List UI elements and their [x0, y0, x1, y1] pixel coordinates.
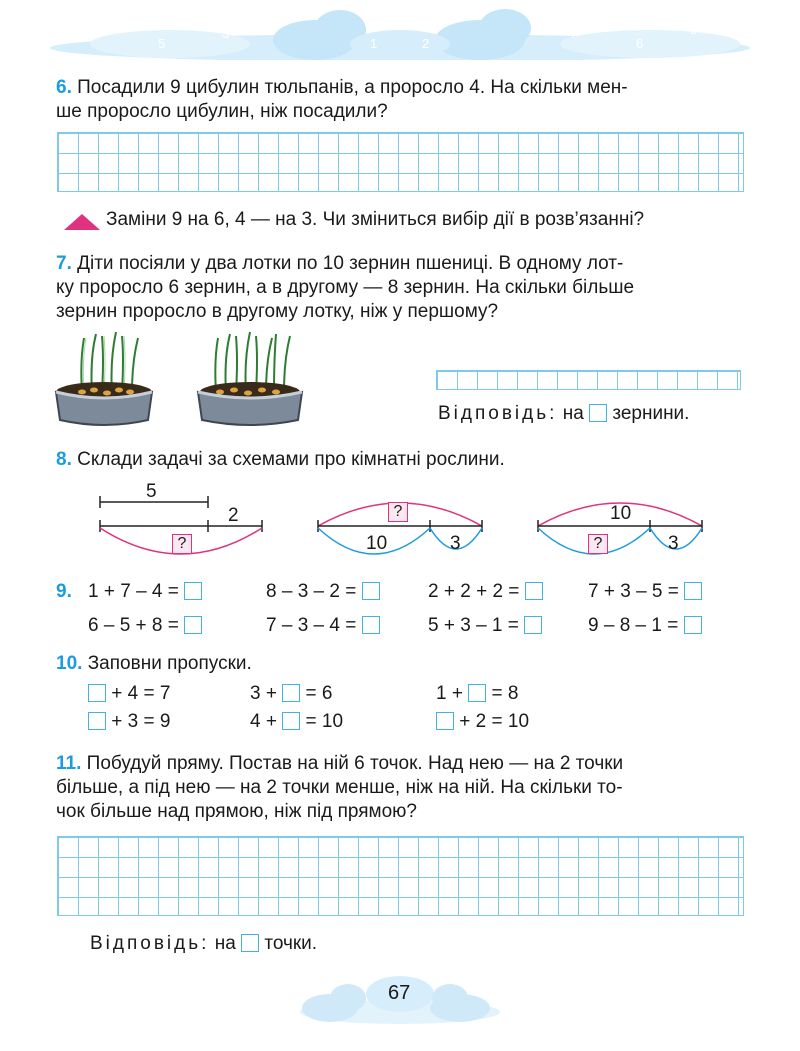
answer-post: зернини.: [612, 403, 690, 424]
task10-expr: [436, 710, 529, 734]
header-digit: 6: [636, 36, 644, 51]
expr-text: 8 – 3 – 2 =: [266, 581, 357, 602]
answer-box[interactable]: [88, 712, 106, 730]
answer-pre: на: [562, 403, 584, 424]
scheme-1-right-label: 2: [228, 505, 239, 526]
header-cloud-band: [50, 8, 750, 60]
task7-line1: [56, 252, 623, 276]
task10-line: [56, 652, 252, 676]
answer-box[interactable]: [184, 582, 202, 600]
scheme-3-question-box: ?: [588, 534, 608, 554]
scheme-1-question-box: ?: [172, 534, 192, 554]
header-digit: 8: [690, 22, 698, 37]
answer-box[interactable]: [684, 582, 702, 600]
task11-answer-grid[interactable]: [57, 836, 744, 916]
task8-number: 8.: [56, 449, 72, 470]
header-digit: 4: [568, 26, 576, 41]
scheme-2-question-box: ?: [388, 502, 408, 522]
header-digit: 0: [396, 18, 404, 33]
answer-post: точки.: [264, 933, 318, 954]
task9-number: [56, 580, 72, 604]
scheme-1-top-label: 5: [146, 481, 157, 502]
task9-expr: [428, 580, 543, 604]
scheme-3: [530, 490, 710, 570]
expr-text: = 10: [305, 711, 344, 732]
header-digit: 2: [422, 36, 430, 51]
header-digit: 1: [370, 36, 378, 51]
task7-answer-grid[interactable]: [436, 370, 741, 390]
task10-number: 10.: [56, 653, 83, 674]
task10-expr: [436, 682, 518, 706]
task11-line3: чок більше над прямою, ніж під прямою?: [56, 801, 417, 822]
task6-answer-grid[interactable]: [57, 132, 744, 192]
task11-number: 11.: [56, 753, 82, 774]
expr-text: 3 +: [250, 683, 277, 704]
task11-line1: [56, 752, 623, 776]
answer-label: Відповідь:: [90, 933, 210, 954]
expr-text: + 2 = 10: [459, 711, 530, 732]
answer-pre: на: [214, 933, 236, 954]
extra-task-text: Заміни 9 на 6, 4 — на 3. Чи зміниться вибір дії в розв’язанні?: [106, 209, 645, 230]
task9-number-label: 9.: [56, 581, 72, 602]
task9-expr: [428, 614, 542, 638]
scheme-2: [310, 490, 490, 570]
scheme-2-left-label: 10: [366, 533, 388, 554]
answer-box[interactable]: [684, 616, 702, 634]
task10-expr: [88, 710, 170, 734]
task11-answer-line: [90, 932, 317, 956]
task9-expr: [88, 580, 202, 604]
scheme-1: [90, 480, 270, 570]
expr-text: + 3 = 9: [111, 711, 171, 732]
page-number: 67: [388, 982, 411, 1004]
task7-line3: зернин проросло в другому лотку, ніж у першому?: [56, 301, 499, 322]
answer-box[interactable]: [88, 684, 106, 702]
answer-box[interactable]: [184, 616, 202, 634]
task6-line1: [56, 76, 628, 100]
scheme-3-right-label: 3: [668, 533, 679, 554]
answer-box[interactable]: [525, 582, 543, 600]
task7-number: 7.: [56, 253, 72, 274]
expr-text: 7 – 3 – 4 =: [266, 615, 357, 636]
expr-text: 6 – 5 + 8 =: [88, 615, 179, 636]
task8-line: [56, 448, 505, 472]
task9-expr: [88, 614, 202, 638]
answer-box[interactable]: [589, 404, 607, 422]
answer-box[interactable]: [468, 684, 486, 702]
task6-text: Посадили 9 цибулин тюльпанів, а проросло 4. На скільки мен-: [77, 77, 628, 98]
triangle-icon: [64, 214, 100, 235]
task8-text: Склади задачі за схемами про кімнатні рослини.: [77, 449, 505, 470]
answer-box[interactable]: [362, 616, 380, 634]
expr-text: + 4 = 7: [111, 683, 171, 704]
task7-line2: ку проросло 6 зернин, а в другому — 8 зернин. На скільки більше: [56, 277, 635, 298]
answer-box[interactable]: [282, 712, 300, 730]
scheme-3-top-label: 10: [610, 503, 632, 524]
answer-box[interactable]: [524, 616, 542, 634]
answer-box[interactable]: [362, 582, 380, 600]
task7-text: Діти посіяли у два лотки по 10 зернин пшениці. В одному лот-: [77, 253, 624, 274]
task9-expr: [266, 614, 380, 638]
task9-expr: [588, 614, 702, 638]
expr-text: = 8: [491, 683, 519, 704]
scheme-1-drawing: [90, 480, 270, 570]
task11-text: Побудуй пряму. Постав на ній 6 точок. Над нею — на 2 точки: [86, 753, 624, 774]
header-digit: 7: [108, 22, 116, 37]
task10-expr: [250, 710, 343, 734]
answer-box[interactable]: [436, 712, 454, 730]
footer-cloud: [290, 972, 510, 1028]
expr-text: 9 – 8 – 1 =: [588, 615, 679, 636]
task7-answer-line: [438, 402, 689, 426]
expr-text: 1 + 7 – 4 =: [88, 581, 179, 602]
answer-box[interactable]: [241, 934, 259, 952]
expr-text: 7 + 3 – 5 =: [588, 581, 679, 602]
task6-number: 6.: [56, 77, 72, 98]
seed-tray-illustration: [52, 330, 322, 435]
task10-expr: [250, 682, 332, 706]
expr-text: = 6: [305, 683, 333, 704]
header-digit: 3: [222, 26, 230, 41]
task11-line2: більше, а під нею — на 2 точки менше, ніж на ній. На скільки то-: [56, 777, 623, 798]
task6-line2: ше проросло цибулин, ніж посадили?: [56, 101, 388, 122]
expr-text: 4 +: [250, 711, 277, 732]
expr-text: 5 + 3 – 1 =: [428, 615, 519, 636]
answer-box[interactable]: [282, 684, 300, 702]
task9-expr: [588, 580, 702, 604]
header-digit: 5: [158, 36, 166, 51]
task9-expr: [266, 580, 380, 604]
answer-label: Відповідь:: [438, 403, 558, 424]
scheme-2-right-label: 3: [450, 533, 461, 554]
cloud-illustration: [50, 8, 750, 60]
task10-expr: [88, 682, 170, 706]
expr-text: 2 + 2 + 2 =: [428, 581, 520, 602]
task10-text: Заповни пропуски.: [87, 653, 252, 674]
expr-text: 1 +: [436, 683, 463, 704]
